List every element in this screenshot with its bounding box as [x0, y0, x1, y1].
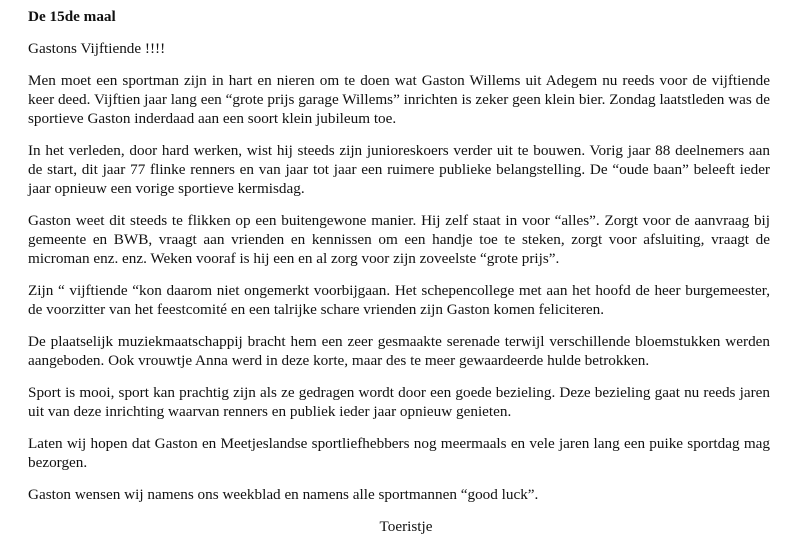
paragraph-3: Gaston weet dit steeds te flikken op een buitengewone manier. Hij zelf staat in voor “alles”. Zorgt voor de aanvraag bij gemeente en BWB, vraagt aan vrienden en kennissen om een handje toe te steken, zorgt voor afsluiting, vraagt de microman enz. enz. Weken vooraf is hij een en al zorg voor zijn zoveelste “grote prijs”. [28, 212, 770, 267]
paragraph-6: Sport is mooi, sport kan prachtig zijn als ze gedragen wordt door een goede bezieling. Deze bezieling gaat nu reeds jaren uit van deze inrichting waarvan renners en publiek ieder jaar opnieuw genieten. [28, 384, 770, 420]
author-signature: Toeristje [379, 518, 433, 535]
paragraph-8: Gaston wensen wij namens ons weekblad en namens alle sportmannen “good luck”. [28, 486, 539, 503]
article-title: De 15de maal [28, 8, 116, 25]
paragraph-1: Men moet een sportman zijn in hart en nieren om te doen wat Gaston Willems uit Adegem nu reeds voor de vijftiende keer deed. Vijftien jaar lang een “grote prijs garage Willems” inrichten is zeker geen klein bier. Zondag laatstleden was de sportieve Gaston inderdaad aan een soort klein jubileum toe. [28, 72, 770, 127]
paragraph-5: De plaatselijk muziekmaatschappij bracht hem een zeer gesmaakte serenade terwijl verschillende bloemstukken werden aangeboden. Ook vrouwtje Anna werd in deze korte, maar des te meer gewaardeerde hulde betrokken. [28, 333, 770, 369]
article-subtitle: Gastons Vijftiende !!!! [28, 40, 166, 57]
paragraph-4: Zijn “ vijftiende “kon daarom niet ongemerkt voorbijgaan. Het schepencollege met aan het hoofd de heer burgemeester, de voorzitter van het feestcomité en een talrijke schare vrienden zijn Gaston komen feliciteren. [28, 282, 770, 318]
paragraph-2: In het verleden, door hard werken, wist hij steeds zijn junioreskoers verder uit te bouwen. Vorig jaar 88 deelnemers aan de start, dit jaar 77 flinke renners en van jaar tot jaar een ruimere publieke belangstelling. De “oude baan” beleeft ieder jaar opnieuw een vorige sportieve kermisdag. [28, 142, 770, 197]
paragraph-7: Laten wij hopen dat Gaston en Meetjeslandse sportliefhebbers nog meermaals en vele jaren lang een puike sportdag mag bezorgen. [28, 435, 770, 471]
